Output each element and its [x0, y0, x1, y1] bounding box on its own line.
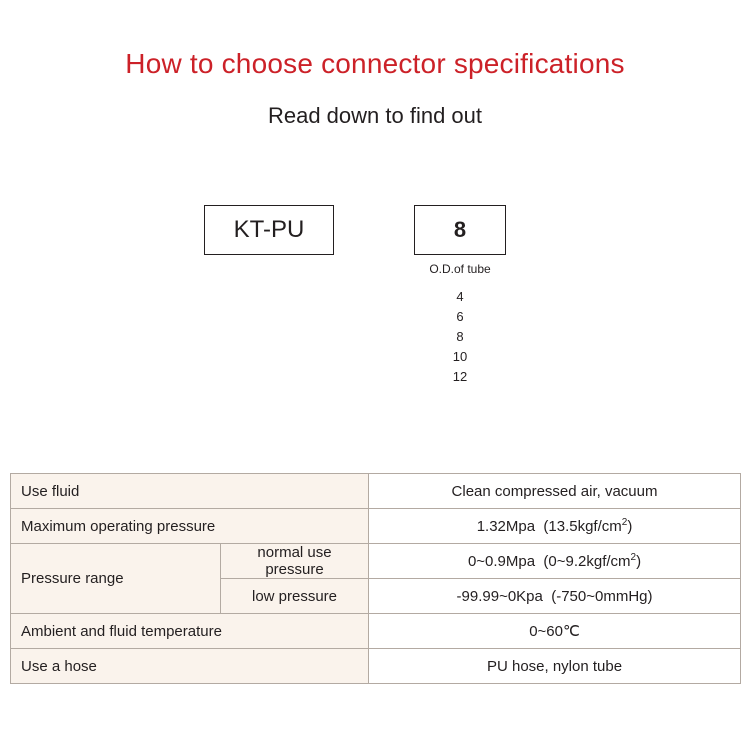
spec-value-main: 0~0.9Mpa (0~9.2kgf/cm [467, 553, 631, 570]
table-row [11, 474, 741, 509]
spec-label: Ambient and fluid temperature [11, 614, 369, 649]
spec-label: Maximum operating pressure [11, 509, 369, 544]
series-code-text: KT-PU [233, 216, 305, 243]
spec-value-tail: ) [636, 553, 642, 570]
spec-value [369, 509, 741, 544]
page-title: How to choose connector specifications [125, 48, 625, 79]
spec-value: 0~60℃ [369, 614, 741, 649]
specification-table [10, 473, 741, 684]
list-item: 10 [452, 349, 468, 364]
size-caption: O.D.of tube [429, 262, 491, 276]
list-item: 6 [456, 309, 464, 324]
spec-value-superscript: 2 [621, 517, 628, 528]
list-item: 8 [456, 329, 464, 344]
page-subtitle: Read down to find out [267, 103, 483, 128]
spec-sub-label: low pressure [221, 579, 369, 614]
series-code-box [204, 205, 334, 255]
list-item: 12 [452, 369, 468, 384]
spec-sub-label: normal use pressure [221, 544, 369, 579]
part-code-diagram [0, 205, 750, 261]
spec-value: Clean compressed air, vacuum [369, 474, 741, 509]
spec-value-main: 1.32Mpa (13.5kgf/cm [476, 518, 622, 535]
spec-label: Pressure range [11, 544, 221, 614]
spec-value: PU hose, nylon tube [369, 649, 741, 684]
spec-value [369, 544, 741, 579]
size-code-box [414, 205, 506, 255]
table-row [11, 649, 741, 684]
spec-label: Use a hose [11, 649, 369, 684]
table-row [11, 544, 741, 579]
table-row [11, 614, 741, 649]
spec-value-tail: ) [627, 518, 633, 535]
table-row [11, 509, 741, 544]
size-options-list [390, 287, 530, 387]
list-item: 4 [456, 289, 464, 304]
spec-label: Use fluid [11, 474, 369, 509]
spec-value: -99.99~0Kpa (-750~0mmHg) [369, 579, 741, 614]
spec-value-superscript: 2 [630, 552, 637, 563]
size-code-text: 8 [453, 217, 467, 242]
